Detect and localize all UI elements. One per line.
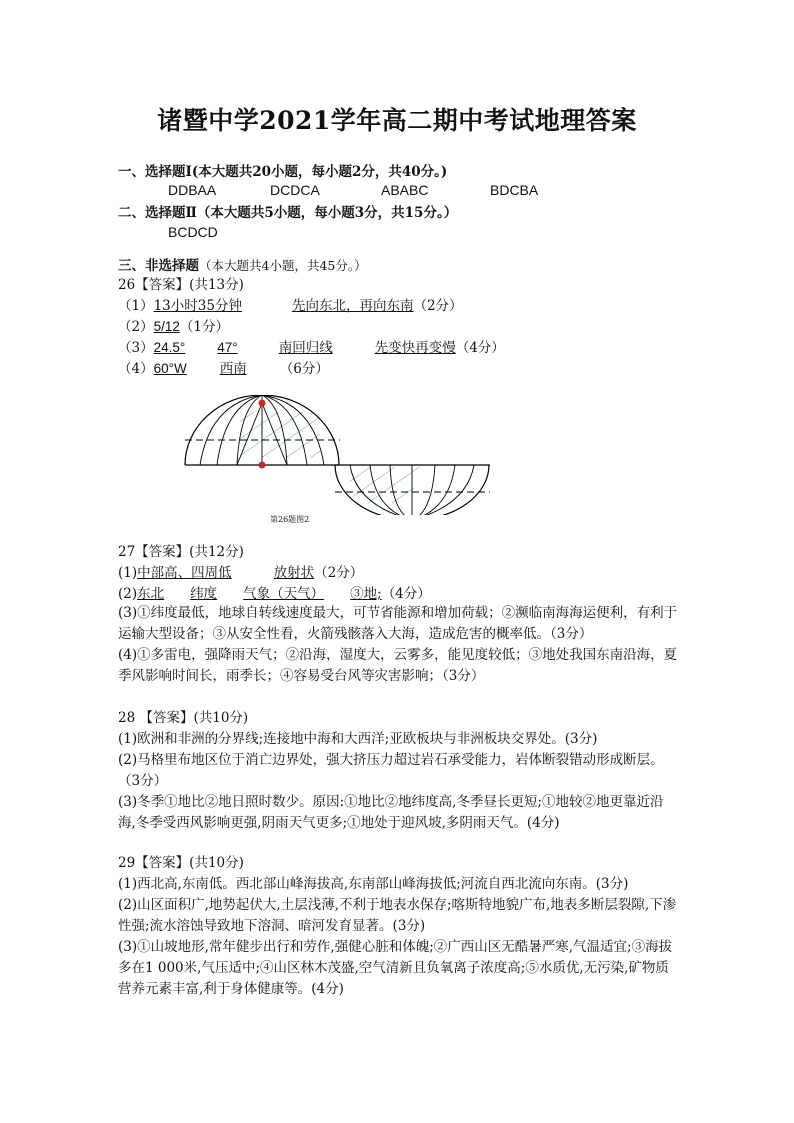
q27-line-2 xyxy=(118,584,431,604)
item-number: （2） xyxy=(118,319,154,335)
answer-text: 纬度 xyxy=(190,586,218,602)
q26-line-1 xyxy=(118,296,463,316)
page-title: 诸暨中学2021学年高二期中考试地理答案 xyxy=(157,106,637,135)
section-2-heading: 二、选择题Ⅱ（本大题共5小题，每小题3分，共15分。） xyxy=(118,205,458,221)
red-point xyxy=(259,462,266,469)
q26-line-3 xyxy=(118,338,505,358)
score-text: （4分） xyxy=(381,586,431,602)
answer-text: ③地; xyxy=(350,586,382,602)
q28-paragraph-3: (3)冬季①地比②地日照时数少。原因:①地比②地纬度高,冬季昼长更短;①地较②地更靠近沿海,冬季受西风影响更强,阴雨天气更多;①地处于迎风坡,多阴雨天气。(4分) xyxy=(118,794,664,831)
answer-text: 24.5° xyxy=(153,340,186,355)
q29-paragraph-2: (2)山区面积广,地势起伏大,土层浅薄,不利于地表水保存;喀斯特地貌广布,地表多断层裂隙,下渗性强;流水溶蚀导致地下溶洞、暗河发育显著。(3分) xyxy=(118,897,677,934)
q28-paragraph-1: (1)欧洲和非洲的分界线;连接地中海和大西洋;亚欧板块与非洲板块交界处。(3分) xyxy=(118,731,598,747)
answer-text: 60°W xyxy=(153,361,187,376)
q26-figure-hemispheres xyxy=(180,395,500,515)
q27-paragraph-3: (3)①纬度最低，地球自转线速度最大，可节省能源和增加荷载；②濒临南海海运便利，有利于运输大型设备；③从安全性看，火箭残骸落入大海，造成危害的概率低。（3分） xyxy=(118,605,678,642)
answer-text: 西南 xyxy=(219,361,247,377)
q29-header: 29【答案】(共10分) xyxy=(118,855,244,871)
answer-text: 47° xyxy=(217,340,238,355)
answer-text: 东北 xyxy=(137,586,165,602)
red-point xyxy=(259,400,266,407)
score-text: （2分） xyxy=(413,298,463,314)
q29-paragraph-3: (3)①山坡地形,常年健步出行和劳作,强健心脏和体魄;②广西山区无酷暑严寒,气温适宜;③海拔多在1 000米,气压适中;④山区林木茂盛,空气清新且负氧离子浓度高;⑤水质优,无污染,矿物质营养元素丰富,利于身体健康等。(4分) xyxy=(118,939,673,997)
item-number: （3） xyxy=(118,340,154,356)
item-number: （4） xyxy=(118,361,154,377)
score-text: （4分） xyxy=(455,340,505,356)
answer-text: 13小时35分钟 xyxy=(153,298,242,314)
answer-text: 气象（天气） xyxy=(243,586,325,602)
section-3-heading-bold: 三、非选择题 xyxy=(118,258,199,274)
section-3-heading xyxy=(118,256,367,276)
q26-header: 26【答案】(共13分) xyxy=(118,277,244,293)
figure-caption: 第26题图2 xyxy=(270,515,310,524)
q27-paragraph-4: (4)①多雷电，强降雨天气；②沿海，湿度大，云雾多，能见度较低；③地处我国东南沿海，夏季风影响时间长，雨季长；④容易受台风等灾害影响；（3分） xyxy=(118,647,678,684)
answer-text: 放射状 xyxy=(273,565,315,581)
answer-text: 先变快再变慢 xyxy=(374,340,456,356)
lower-hatch-region xyxy=(345,467,420,503)
answer-text: 南回归线 xyxy=(278,340,333,356)
q28-paragraph-2: (2)马格里布地区位于消亡边界处，强大挤压力超过岩石承受能力，岩体断裂错动形成断层。（3分） xyxy=(118,752,664,789)
section-3-heading-rest: （本大题共4小题，共45分。） xyxy=(199,258,367,273)
section-1-heading: 一、选择题Ⅰ(本大题共20小题，每小题2分，共40分。) xyxy=(118,164,448,180)
answer-group: ABABC xyxy=(381,182,429,198)
score-text: （2分） xyxy=(314,565,364,581)
answer-group: BDCBA xyxy=(490,182,539,198)
answer-text: 先向东北，再向东南 xyxy=(291,298,414,314)
item-number: (1) xyxy=(118,565,138,581)
q27-line-1 xyxy=(118,563,363,583)
score-text: （1分） xyxy=(179,319,229,335)
q28-header: 28 【答案】(共10分) xyxy=(118,710,249,726)
item-number: （1） xyxy=(118,298,154,314)
answer-text: 中部高、四周低 xyxy=(137,565,232,581)
q27-header: 27【答案】(共12分) xyxy=(118,544,244,560)
upper-hatch-region xyxy=(240,412,320,458)
q26-line-4 xyxy=(118,359,329,379)
answer-group: BCDCD xyxy=(168,224,218,240)
answer-text: 5/12 xyxy=(153,319,180,334)
q26-line-2 xyxy=(118,317,229,337)
item-number: (2) xyxy=(118,586,138,602)
q29-paragraph-1: (1)西北高,东南低。西北部山峰海拔高,东南部山峰海拔低;河流自西北流向东南。(3分) xyxy=(118,876,629,892)
answer-group: DCDCA xyxy=(270,182,320,198)
score-text: （6分） xyxy=(279,361,329,377)
answer-group: DDBAA xyxy=(168,182,217,198)
